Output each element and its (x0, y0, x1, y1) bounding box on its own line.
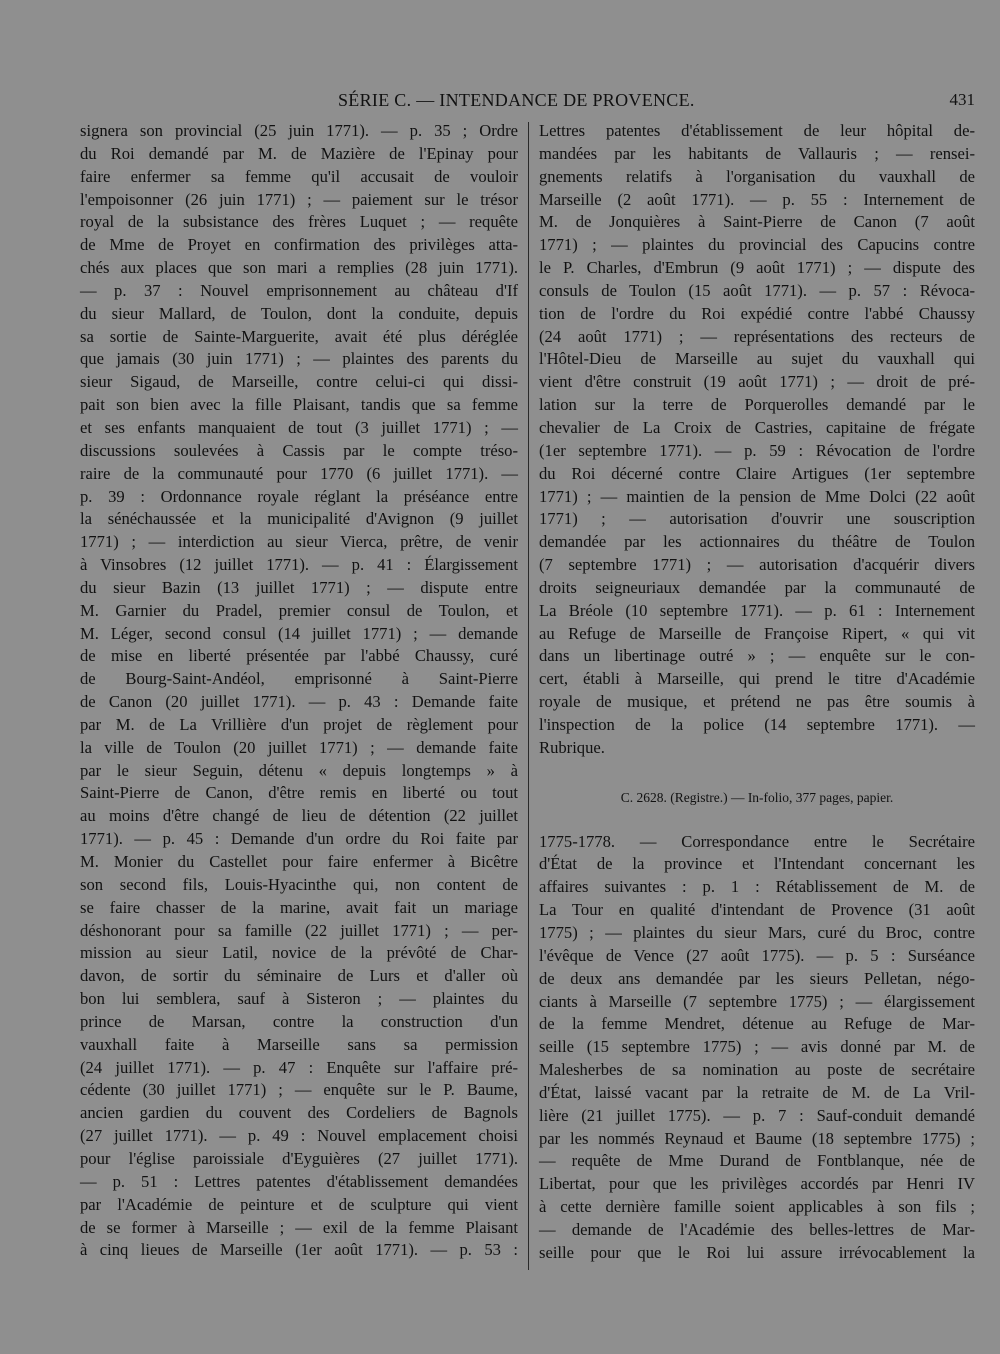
text-line: l'inspection de la police (14 septembre 1771). — (539, 714, 975, 734)
text-line: 1771) ; — plaintes du provincial des Capucins contre (539, 235, 975, 255)
text-line: vauxhall faite à Marseille sans sa permission (80, 1034, 518, 1054)
text-line: l'évêque de Vence (27 août 1775). — p. 5 : Surséance (539, 945, 975, 965)
text-line: à cette dernière famille soient applicables à son fils ; (539, 1197, 975, 1217)
text-line: cédente (30 juillet 1771) ; — enquête sur le P. Baume, (80, 1080, 518, 1100)
text-line: par les nommés Reynaud et Baume (18 septembre 1775) ; (539, 1128, 975, 1148)
text-line: 1771) ; — maintien de la pension de Mme Dolci (22 août (539, 486, 975, 506)
text-line: du sieur Mallard, de Toulon, dont la conduite, depuis (80, 303, 518, 323)
text-line: ciants à Marseille (7 septembre 1775) ; — élargissement (539, 991, 975, 1011)
text-line: (7 septembre 1771) ; — autorisation d'acquérir divers (539, 555, 975, 575)
text-line: déshonorant pour sa famille (22 juillet 1771) ; — per- (80, 920, 518, 940)
right-column (539, 120, 975, 1265)
text-line: 1775-1778. — Correspondance entre le Secrétaire (539, 831, 975, 851)
text-line: par le sieur Seguin, détenu « depuis longtemps » à (80, 760, 518, 780)
text-line: bon lui semblera, sauf à Sisteron ; — plaintes du (80, 989, 518, 1009)
text-line: l'Hôtel-Dieu de Marseille au sujet du vauxhall qui (539, 349, 975, 369)
text-line: par l'Académie de peinture et de sculpture qui vient (80, 1194, 518, 1214)
text-line: 1771). — p. 45 : Demande d'un ordre du Roi faite par (80, 829, 518, 849)
text-line: — requête de Mme Durand de Fontblanque, née de (539, 1151, 975, 1171)
text-line: d'État, laissé vacant par la retraite de M. de La Vril- (539, 1082, 975, 1102)
text-line: au Refuge de Marseille de Françoise Ripert, « qui vit (539, 623, 975, 643)
page-number: 431 (949, 90, 975, 109)
text-line: lière (21 juillet 1775). — p. 7 : Sauf-conduit demandé (539, 1105, 975, 1125)
text-line: signera son provincial (25 juin 1771). — p. 35 ; Ordre (80, 121, 518, 140)
text-line: par M. de La Vrillière d'un projet de règlement pour (80, 714, 518, 734)
text-line: lation sur la terre de Porquerolles demandé par le (539, 395, 975, 415)
text-line: Lettres patentes d'établissement de leur hôpital de- (539, 121, 975, 140)
text-line: prince de Marsan, contre la construction d'un (80, 1011, 518, 1031)
text-line: consuls de Toulon (15 août 1771). — p. 57 : Révoca- (539, 280, 975, 300)
page-title: SÉRIE C. — INTENDANCE DE PROVENCE. (338, 90, 695, 110)
text-line: de se former à Marseille ; — exil de la femme Plaisant (80, 1217, 518, 1237)
text-line: pour l'église paroissiale d'Eyguières (27 juillet 1771). (80, 1148, 518, 1168)
text-line: la ville de Toulon (20 juillet 1771) ; — demande faite (80, 737, 518, 757)
text-line: de Mme de Proyet en confirmation des privilèges atta- (80, 235, 518, 255)
text-line: royal de la subsistance des frères Luquet ; — requête (80, 212, 518, 232)
text-line: — demande de l'Académie des belles-lettres de Mar- (539, 1219, 975, 1239)
text-line: seille pour que le Roi lui assure irrévocablement la (539, 1242, 975, 1262)
text-line: raire de la communauté pour 1770 (6 juillet 1771). — (80, 463, 518, 483)
section-gap-2 (539, 809, 975, 831)
left-column (80, 120, 518, 1262)
text-line: pait son bien avec la fille Plaisant, tandis que sa femme (80, 395, 518, 415)
text-line: de Canon (20 juillet 1771). — p. 43 : Demande faite (80, 692, 518, 712)
text-line: Malesherbes de sa nomination au poste de secrétaire (539, 1060, 975, 1080)
text-line: chés aux places que son mari a remplies (28 juin 1771). (80, 258, 518, 278)
text-line: demandée par les actionnaires du théâtre de Toulon (539, 532, 975, 552)
text-line: dans un libertinage outré » ; — enquête sur le con- (539, 646, 975, 666)
text-line: (27 juillet 1771). — p. 49 : Nouvel emplacement choisi (80, 1126, 518, 1146)
text-line: discussions soulevées à Cassis par le compte tréso- (80, 440, 518, 460)
text-line: Rubrique. (539, 737, 605, 757)
right-column-text-a (539, 120, 975, 760)
text-line: se faire chasser de la marine, avait fait un mariage (80, 897, 518, 917)
text-line: chevalier de La Croix de Castries, capitaine de frégate (539, 417, 975, 437)
text-line: mandées par les habitants de Vallauris ; — rensei- (539, 143, 975, 163)
text-line: que jamais (30 juin 1771) ; — plaintes des parents du (80, 349, 518, 369)
text-line: de mise en liberté présentée par l'abbé Chaussy, curé (80, 646, 518, 666)
text-line: au moins d'être changé de lieu de détention (22 juillet (80, 806, 518, 826)
text-line: sa sortie de Sainte-Marguerite, avait été plus déréglée (80, 326, 518, 346)
text-line: — p. 37 : Nouvel emprisonnement au château d'If (80, 280, 518, 300)
text-line: du sieur Bazin (13 juillet 1771) ; — dispute entre (80, 577, 518, 597)
text-line: 1771) ; — autorisation d'ouvrir une souscription (539, 509, 975, 529)
text-line: Libertat, pour que les privilèges accordés par Henri IV (539, 1174, 975, 1194)
text-line: faire enfermer sa femme qu'il accusait de vouloir (80, 166, 518, 186)
text-line: du Roi demandé par M. de Mazière de l'Epinay pour (80, 143, 518, 163)
text-line: à cinq lieues de Marseille (1er août 1771). — p. 53 : (80, 1240, 518, 1260)
text-line: 1775) ; — plaintes du sieur Mars, curé du Broc, contre (539, 923, 975, 942)
text-line: la sénéchaussée et la municipalité d'Avignon (9 juillet (80, 509, 518, 529)
text-line: M. Léger, second consul (14 juillet 1771) ; — demande (80, 623, 518, 643)
text-line: La Tour en qualité d'intendant de Provence (31 août (539, 900, 975, 920)
text-line: Saint-Pierre de Canon, d'être remis en liberté ou tout (80, 783, 518, 803)
text-line: La Bréole (10 septembre 1771). — p. 61 : Internement (539, 600, 975, 620)
text-line: droits seigneuriaux demandée par la communauté de (539, 577, 975, 597)
text-line: royale de musique, et prétend ne pas être soumis à (539, 692, 975, 712)
text-line: de deux ans demandée par les sieurs Pelletan, négo- (539, 968, 975, 988)
text-line: tion de l'ordre du Roi expédié contre l'abbé Chaussy (539, 303, 975, 323)
right-column-text-b (539, 831, 975, 1265)
text-line: l'empoisonner (26 juin 1771) ; — paiement sur le trésor (80, 189, 518, 209)
text-line: cert, établi à Marseille, qui prend le titre d'Académie (539, 669, 975, 689)
text-line: Marseille (2 août 1771). — p. 55 : Internement de (539, 189, 975, 209)
text-line: (24 juillet 1771). — p. 47 : Enquête sur l'affaire pré- (80, 1057, 518, 1077)
text-line: à Vinsobres (12 juillet 1771). — p. 41 : Élargissement (80, 555, 518, 575)
text-line: M. Monier du Castellet pour faire enfermer à Bicêtre (80, 852, 518, 871)
text-line: p. 39 : Ordonnance royale réglant la préséance entre (80, 486, 518, 506)
text-line: mission au sieur Latil, novice de la prévôté de Char- (80, 943, 518, 963)
text-line: ancien gardien du couvent des Cordeliers de Bagnols (80, 1103, 518, 1123)
text-line: — p. 51 : Lettres patentes d'établissement demandées (80, 1171, 518, 1191)
text-line: et ses enfants manquaient de tout (3 juillet 1771) ; — (80, 417, 518, 437)
text-line: son second fils, Louis-Hyacinthe qui, non content de (80, 874, 518, 894)
text-line: seille (15 septembre 1775) ; — avis donné par M. de (539, 1037, 975, 1057)
text-line: (1er septembre 1771). — p. 59 : Révocation de l'ordre (539, 440, 975, 460)
text-line: 1771) ; — interdiction au sieur Vierca, prêtre, de venir (80, 532, 518, 552)
text-line: le P. Charles, d'Embrun (9 août 1771) ; — dispute des (539, 258, 975, 278)
text-line: vient d'être construit (19 août 1771) ; — droit de pré- (539, 372, 975, 392)
text-line: affaires suivantes : p. 1 : Rétablissement de M. de (539, 877, 975, 897)
text-line: davon, de sortir du séminaire de Lurs et d'aller où (80, 966, 518, 986)
text-line: du Roi décerné contre Claire Artigues (1er septembre (539, 463, 975, 483)
text-line: M. de Jonquières à Saint-Pierre de Canon (7 août (539, 212, 975, 232)
text-line: d'État de la province et l'Intendant concernant les (539, 854, 975, 874)
register-notice: C. 2628. (Registre.) — In-folio, 377 pages, papier. (620, 789, 894, 805)
column-divider (528, 122, 529, 1270)
text-line: de Bourg-Saint-Andéol, emprisonné à Saint-Pierre (80, 669, 518, 689)
text-line: sieur Sigaud, de Marseille, contre celui-ci qui dissi- (80, 372, 518, 392)
text-line: (24 août 1771) ; — représentations des recteurs de (539, 326, 975, 346)
running-header (80, 90, 975, 116)
text-line: gnements relatifs à l'organisation du vauxhall de (539, 166, 975, 186)
section-gap (539, 760, 975, 787)
text-line: de la femme Mendret, détenue au Refuge de Mar- (539, 1014, 975, 1034)
text-line: M. Garnier du Pradel, premier consul de Toulon, et (80, 600, 518, 620)
